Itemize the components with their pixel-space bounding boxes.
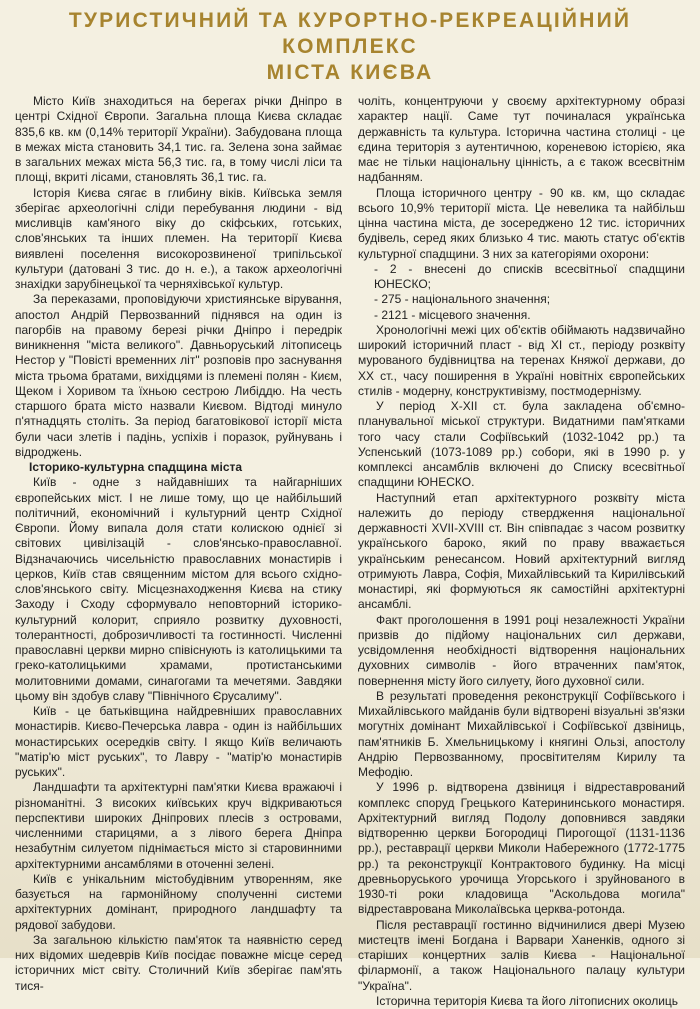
paragraph: Київ - одне з найдавніших та найгарніших європейських міст. І не лише тому, що це найбільший політичний, економічний і культурний центр Східної Європи. Йому випала доля стати колискою однієї зі світових цивілізацій - слов'янсько-православної. Відзначаючись чисельністю православних монастирів і церков, Київ став священним містом для всього східно-слов'янського світу. Місцезнаходження Києва на стику Заходу і Сходу сформувало неповторний історико-культурний колорит, сприяло розвитку духовності, толерантності, доброзичливості та гостинності. Численні православні церкви мирно співіснують із католицькими та греко-католицькими храмами, протистанськими молитовними домами, синагогами та мечетями. Завдяки цьому він здобув славу "Північного Єрусалиму". — [15, 475, 342, 703]
paragraph: За переказами, проповідуючи християнське вірування, апостол Андрій Первозванний піднявся на один із пагорбів на правому березі річки Дніпро і передрік виникнення "міста великого". Давньоруський літописець Нестор у "Повісті временних літ" розповів про заснування міста трьома братами, вихідцями із племені полян - Києм, Щеком і Хоривом та їхньою сестрою Либіддю. На честь старшого брата місто назвали Києвом. Відтоді минуло п'ятнадцять століть. За період багатовікової історії міста були часи злетів і падінь, успіхів і поразок, руйнувань і відроджень. — [15, 292, 342, 459]
page-title — [0, 8, 700, 86]
paragraph: В результаті проведення реконструкції Софіївського і Михайлівського майданів були відтворені візуальні зв'язки могутніх домінант Михайлівської і Софіївської дзвіниць, пам'ятників Б. Хмельницькому і княгині Ользі, апостолу Андрію Первозванному, просвітителям Кирилу та Мефодію. — [358, 688, 685, 779]
paragraph: Площа історичного центру - 90 кв. км, що складає всього 10,9% території міста. Це невелика та найбільш цінна частина міста, де зосереджено 12 тис. історичних будівель, серед яких близько 4 тис. мають статус об'єктів культурної спадщини. З них за категоріями охорони: — [358, 185, 685, 261]
paragraph: Київ - це батьківщина найдревніших православних монастирів. Києво-Печерська лавра - один із найбільших монастирських осередків світу. І якщо Київ величають "матір'ю міст руських", то Лавру - "матір'ю монастирів руських". — [15, 704, 342, 779]
list-item: - 2 - внесені до списків всесвітньої спадщини ЮНЕСКО; — [374, 261, 685, 291]
paragraph: Ландшафти та архітектурні пам'ятки Києва вражаючі і різноманітні. З високих київських круч відкриваються перспективи широких Дніпрових плесів з островами, численними старицями, а з лівого берега Дніпра незабутнім силуетом піднімається місто зі старовинними архітектурними ансамблями в оточенні зелені. — [15, 780, 342, 871]
paragraph: У 1996 р. відтворена дзвіниця і відреставрований комплекс споруд Грецького Катерининського монастиря. Архітектурний вигляд Подолу доповнився завдяки відтворенню церкви Богородиці Пирогощої (1131-1136 рр.), реставрації церкви Миколи Набережного (1772-1775 рр.) та реконструкції Контрактового будинку. На місці древньоруського урочища Угорського і зруйнованого в 1930-ті роки кладовища "Аскольдова могила" відреставрована Миколаївська церква-ротонда. — [358, 780, 685, 917]
paragraph: Історична територія Києва та його літописних околиць — [376, 993, 679, 1008]
paragraph: Факт проголошення в 1991 році незалежності України призвів до підйому національних сил держави, усвідомлення необхідності відтворення національних духовних символів - його втраченних пам'яток, повернення місту його силуету, його духовної сили. — [358, 612, 685, 688]
left-column — [15, 94, 342, 993]
paragraph: Київ є унікальним містобудівним утворенням, яке базується на гармонійному сполученні системи архітектурних домінант, природного ландшафту та рядової забудови. — [15, 871, 342, 932]
title-line-2: МІСТА КИЄВА — [266, 61, 434, 84]
paragraph: За загальною кількістю пам'яток та наявністю серед них відомих шедеврів Київ посідає поважне місце серед історичних міст світу. Столичний Київ зберігає пам'ять тися- — [15, 932, 342, 993]
paragraph: У період X-XII ст. була закладена об'ємно-планувальної міської структури. Видатними пам'ятками того часу стали Софіївський (1032-1042 рр.) та Успенський (1073-1089 рр.) собори, які в 1990 р. у комплексі ансамблів включені до Списку всесвітньої спадщини ЮНЕСКО. — [358, 399, 685, 490]
title-line-1: ТУРИСТИЧНИЙ ТА КУРОРТНО-РЕКРЕАЦІЙНИЙ КОМПЛЕКС — [68, 9, 632, 58]
right-column — [358, 94, 685, 1008]
paragraph: Хронологічні межі цих об'єктів обіймають надзвичайно широкий історичний пласт - від XI ст., періоду розквіту мурованого будівництва на теренах Княжої держави, до XX ст., часу поширення в Україні новітніх європейських стилів - модерну, конструктивізму, постмодернізму. — [358, 322, 685, 398]
paragraph: Наступний етап архітектурного розквіту міста належить до періоду ствердження національної державності XVII-XVIII ст. Він співпадає з часом розвитку українського бароко, який по праву вважається українським ренесансом. Новий архітектурний вигляд отримують Лавра, Софія, Михайлівський та Кирилівський монастирі, які формуються як самостійні архітектурні ансамблі. — [358, 490, 685, 612]
list-item: - 275 - національного значення; — [374, 292, 551, 307]
paragraph: Місто Київ знаходиться на берегах річки Дніпро в центрі Східної Європи. Загальна площа Києва складає 835,6 кв. км (0,14% території України). Забудована площа в межах міста становить 34,1 тис. га. Зелена зона займає в загальних межах міста 56,3 тис. га, в тому числі ліси та площі, вкриті лісами, становлять 36,1 тис. га. — [15, 94, 342, 185]
list-item: - 2121 - місцевого значення. — [374, 307, 531, 322]
article-body — [15, 94, 685, 1008]
paragraph: Історія Києва сягає в глибину віків. Київська земля зберігає археологічні сліди перебування людини - від мисливців кам'яного віку до скіфських, готських, слов'янських та інших племен. На території Києва виявлені поселення високорозвиненої трипільської культури (датовані 3 тис. до н. е.), а також археологічні знахідки зарубінецької та черняхівської культур. — [15, 185, 342, 291]
section-heading: Історико-культурна спадщина міста — [29, 460, 243, 474]
paragraph: чоліть, концентруючи у своєму архітектурному образі характер нації. Саме тут починалася українська державність та культура. Історична частина столиці - це єдина територія з аутентичною, кореневою історією, яка має не тільки національну цінність, а є також всесвітнім надбанням. — [358, 94, 685, 185]
paragraph: Після реставрації гостинно відчинилися двері Музею мистецтв імені Богдана і Варвари Ханенків, одного зі старіших концертних залів Києва - Національної філармонії, а також Національного палацу культури "Україна". — [358, 917, 685, 993]
